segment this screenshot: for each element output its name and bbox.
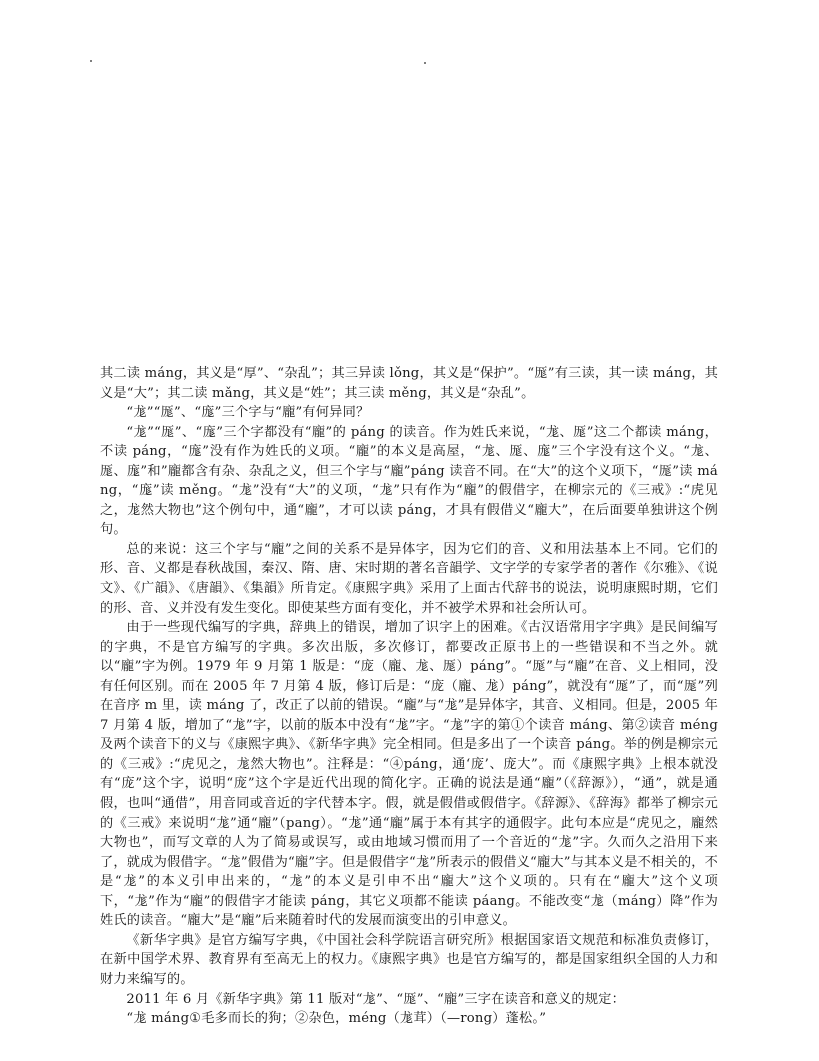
paragraph-6: 《新华字典》是官方编写字典，《中国社会科学院语言研究所》根据国家语文规范和标准负责修订，在新中国学术界、教育界有至高无上的权力。《康熙字典》也是官方编写的，都是国家组织全国的人力和财力来编写的。 (100, 932, 718, 987)
paragraph-3: “尨”“厖”、“庬”三个字都没有“龐”的 páng 的读音。作为姓氏来说，“尨、厖”这二个都读 máng，不读 páng，“庬”没有作为姓氏的义项。“龐”的本义是高屋，“尨、厖、庬”三个字没有这个义。“尨、厖、庬”和”龐都含有杂、杂乱之义，但三个字与“龐”páng 读音不同。在“大”的这个义项下，“厖”读 máng，“庬”读 měng。“尨”没有“大”的义项，“尨”只有作为“龐”的假借字，在柳宗元的《三戒》:“虎见之，尨然大物也”这个例句中，通“龐”，才可以读 páng，才具有假借义“龐大”，在后面要单独讲这个例句。 (100, 424, 718, 538)
paragraph-1: 其二读 máng，其义是“厚”、“杂乱”；其三异读 lǒng，其义是“保护”。“厖”有三读，其一读 máng，其义是“大”；其二读 mǎng，其义是“姓”；其三读 měng，其义是“杂乱”。 (100, 366, 718, 401)
header-dot-right (424, 62, 426, 64)
paragraph-2: “尨”“厖”、“庬”三个字与“龐”有何异同？ (126, 405, 370, 421)
header-dot-left (90, 60, 92, 62)
paragraph-8: “尨 máng①毛多而长的狗；②杂色，méng（尨茸）（—rong）蓬松。” (126, 1011, 547, 1027)
paragraph-5: 由于一些现代编写的字典，辞典上的错误，增加了识字上的困难。《古汉语常用字字典》是民间编写的字典，不是官方编写的字典。多次出版，多次修订，都要改正原书上的一些错误和不当之外。就以“龐”字为例。1979 年 9 月第 1 版是：“庞（龐、尨、厖）páng”。“厖”与“龐”在音、义上相同，没有任何区别。而在 2005 年 7 月第 4 版，修订后是：“庞（龐、尨）páng”，就没有“厖”了，而“厖”列在音序 m 里，读 máng 了，改正了以前的错误。“龐”与“尨”是异体字，其音、义相同。但是，2005 年 7 月第 4 版，增加了“尨”字，以前的版本中没有“尨”字。“尨”字的第①个读音 máng、第②读音 méng 及两个读音下的义与《康熙字典》、《新华字典》完全相同。但是多出了一个读音 páng。举的例是柳宗元的《三戒》:“虎见之，尨然大物也”。注释是：“④páng，通‘庞’、庞大”。而《康熙字典》上根本就没有“庞”这个字，说明“庞”这个字是近代出现的简化字。正确的说法是通“龐”（《辞源》），“通”，就是通假，也叫“通借”，用音同或音近的字代替本字。假，就是假借或假借字。《辞源》、《辞海》都举了柳宗元的《三戒》来说明“尨”通“龐”（pang）。“尨”通“龐”属于本有其字的通假字。此句本应是“虎见之，龐然大物也”，而写文章的人为了简易或误写，或由地域习惯而用了一个音近的“尨”字。久而久之沿用下来了，就成为假借字。“尨”假借为“龐”字。但是假借字“尨”所表示的假借义“龐大”与其本义是不相关的，不是“尨”的本义引申出来的，“尨”的本义是引申不出“龐大”这个义项的。只有在“龐大”这个义项下，“尨”作为“龐”的假借字才能读 páng，其它义项都不能读 páang。不能改变“尨（máng）降”作为姓氏的读音。“龐大”是“龐”后来随着时代的发展而演变出的引申意义。 (100, 620, 718, 929)
paragraph-4: 总的来说：这三个字与“龐”之间的关系不是异体字，因为它们的音、义和用法基本上不同。它们的形、音、义都是春秋战国，秦汉、隋、唐、宋时期的著名音韻学、文字学的专家学者的著作《尔雅》、《说文》、《广韻》、《唐韻》、《集韻》所肯定。《康熙字典》采用了上面古代辞书的说法，说明康熙时期，它们的形、音、义并没有发生变化。即使某些方面有变化，并不被学术界和社会所认可。 (100, 541, 718, 616)
paragraph-7: 2011 年 6 月《新华字典》第 11 版对“尨”、“厖”、“龐”三字在读音和意义的规定： (126, 991, 625, 1007)
document-body (100, 364, 718, 1029)
